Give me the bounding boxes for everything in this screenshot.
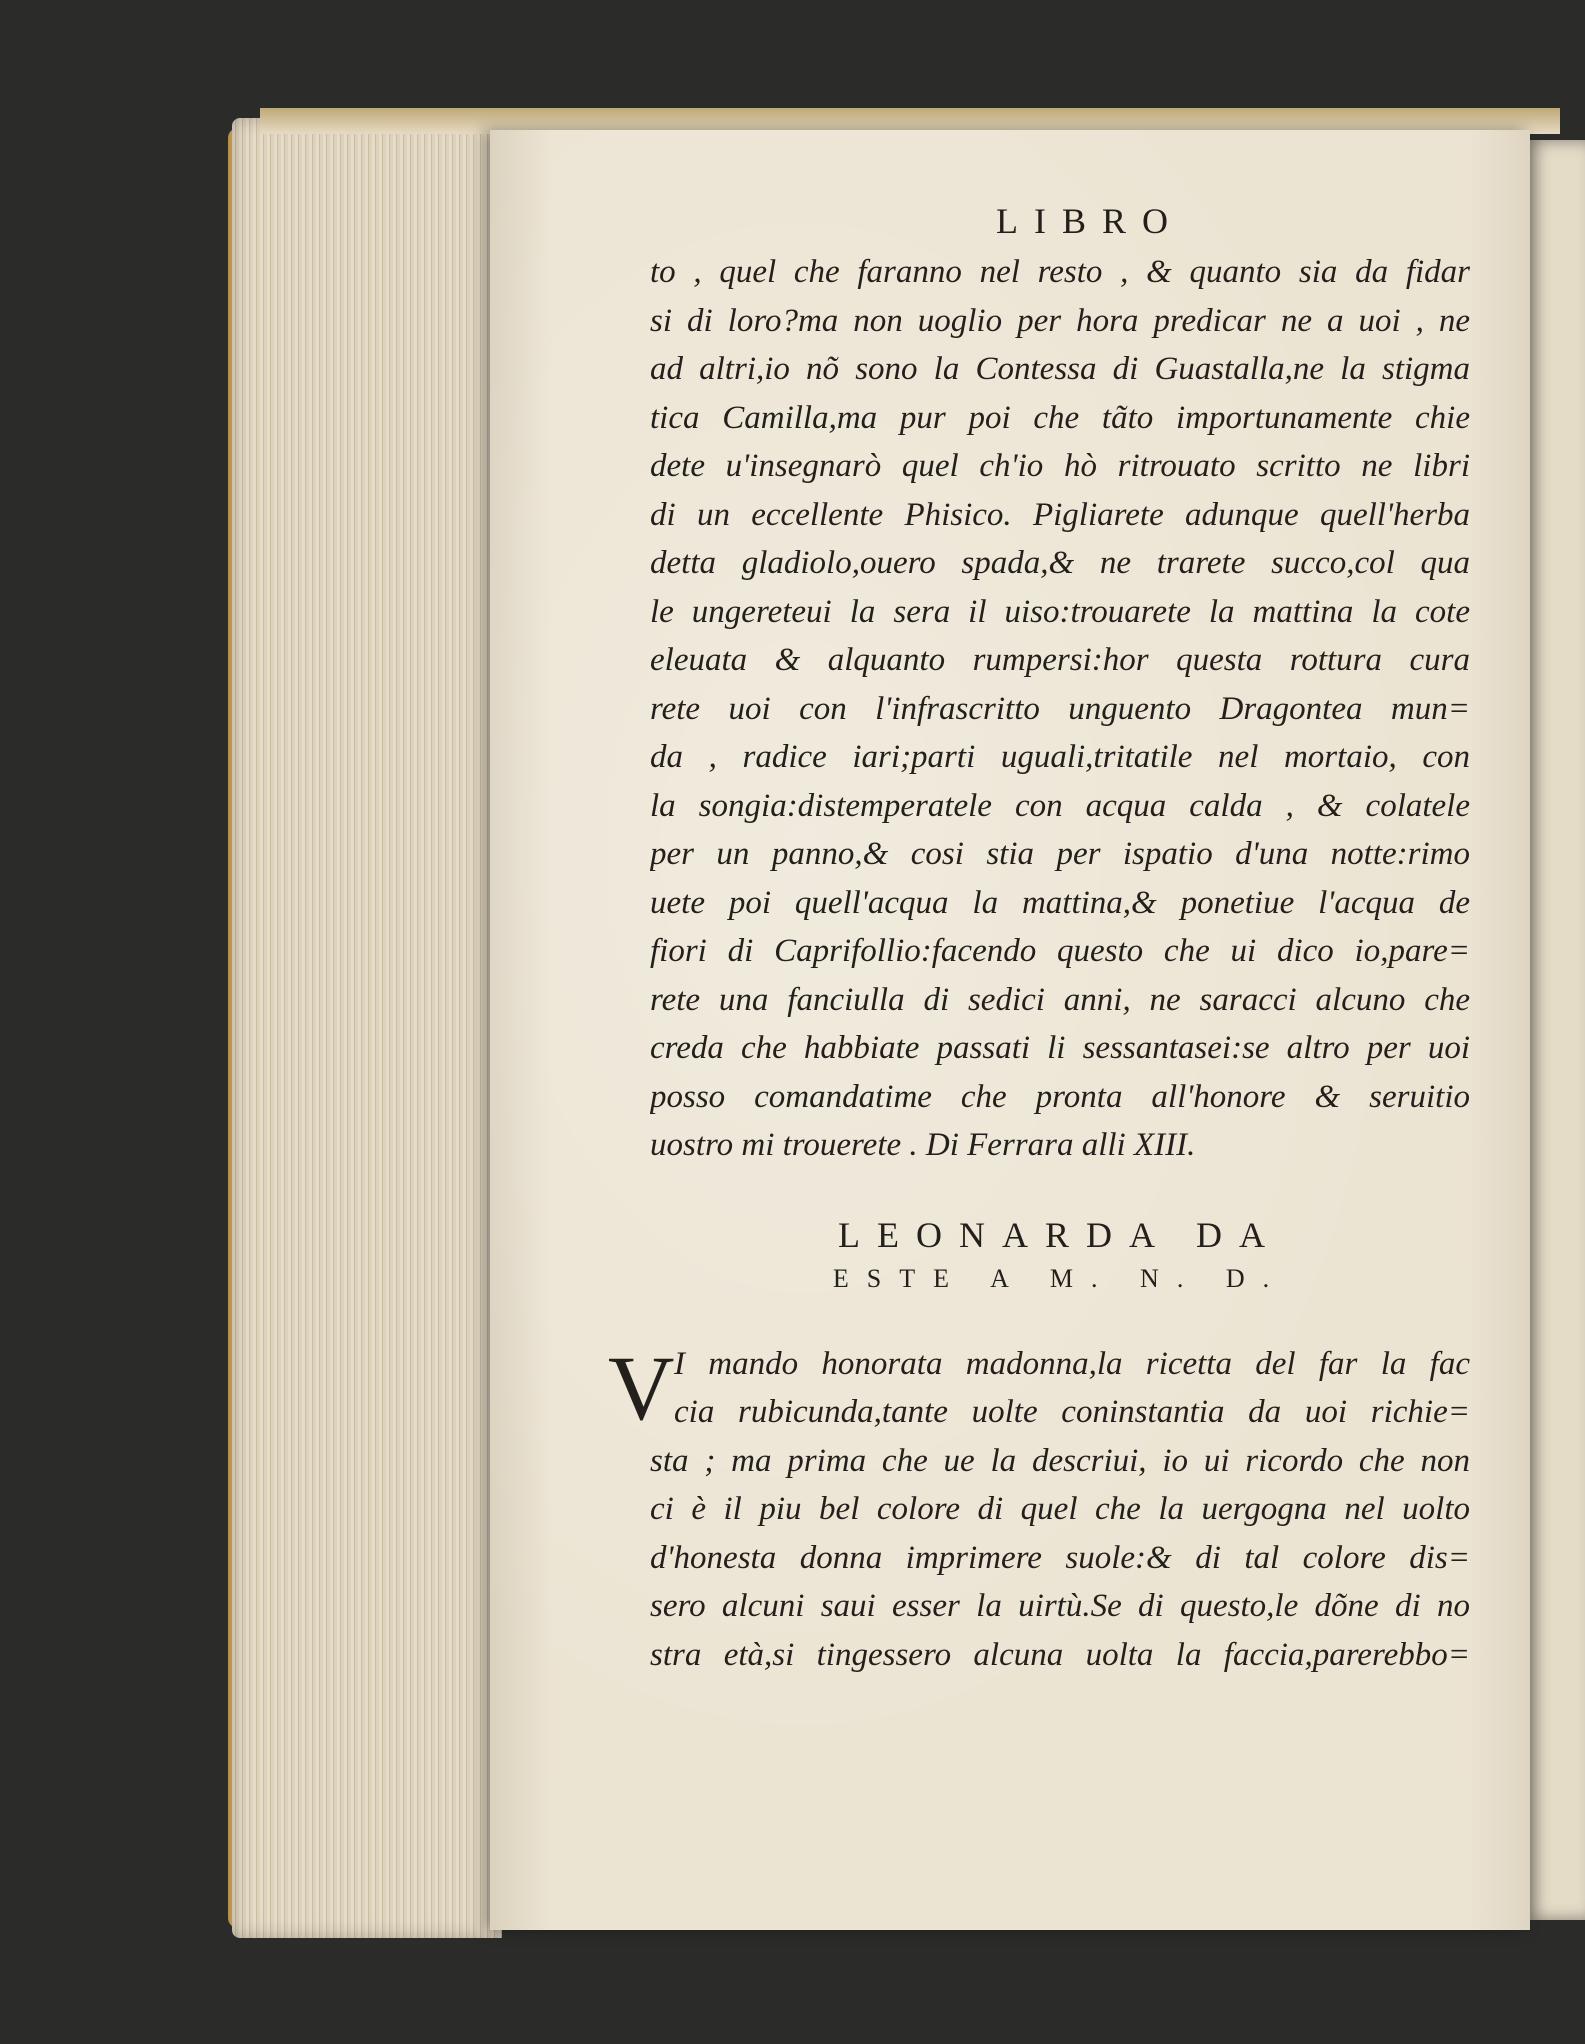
letter-heading: LEONARDA DA <box>838 1214 1282 1255</box>
text-line: ad altri,io nõ sono la Contessa di Guastalla,ne la stigma <box>650 351 1470 387</box>
text-line: per un panno,& cosi stia per ispatio d'una notte:rimo <box>650 836 1470 872</box>
text-line: si di loro?ma non uoglio per hora predicar ne a uoi , ne <box>650 302 1470 339</box>
text-line: tica Camilla,ma pur poi che tãto importunamente chie <box>650 399 1470 436</box>
text-line: sero alcuni saui esser la uirtù.Se di questo,le dõne di no <box>650 1588 1470 1624</box>
text-line: dete u'insegnarò quel ch'io hò ritrouato scritto ne libri <box>650 448 1470 484</box>
text-line: ci è il piu bel colore di quel che la uergogna nel uolto <box>650 1491 1470 1527</box>
text-line: di un eccellente Phisico. Pigliarete adunque quell'herba <box>650 496 1470 533</box>
text-line: posso comandatime che pronta all'honore & seruitio <box>650 1078 1470 1115</box>
text-line: le ungereteui la sera il uiso:trouarete la mattina la cote <box>650 593 1470 630</box>
text-line: sta ; ma prima che ue la descriui, io ui ricordo che non <box>650 1442 1470 1479</box>
letter-1 <box>650 248 1470 1170</box>
letter-subheading: ESTE A M. N. D. <box>832 1263 1288 1293</box>
page-edges <box>232 118 502 1938</box>
text-line: rete una fanciulla di sedici anni, ne saracci alcuno che <box>650 981 1470 1018</box>
text-line: eleuata & alquanto rumpersi:hor questa rottura cura <box>650 642 1470 678</box>
drop-cap: V <box>608 1336 675 1439</box>
text-line: uostro mi trouerete . Di Ferrara alli XIII. <box>650 1127 1196 1163</box>
text-line: uete poi quell'acqua la mattina,& ponetiue l'acqua de <box>650 884 1470 921</box>
text-line: I mando honorata madonna,la ricetta del far la fac <box>674 1345 1470 1382</box>
letter-2 <box>608 1336 1470 1680</box>
running-head: LIBRO <box>996 201 1184 241</box>
text-line: cia rubicunda,tante uolte coninstantia da uoi richie= <box>674 1394 1470 1430</box>
text-line: fiori di Caprifollio:facendo questo che ui dico io,pare= <box>650 933 1470 969</box>
text-line: d'honesta donna imprimere suole:& di tal colore dis= <box>650 1539 1470 1576</box>
text-line: to , quel che faranno nel resto , & quanto sia da fidar <box>650 254 1470 290</box>
text-line: detta gladiolo,ouero spada,& ne trarete succo,col qua <box>650 545 1470 581</box>
text-line: rete uoi con l'infrascritto unguento Dragontea mun= <box>650 690 1470 727</box>
facing-page-edge <box>1525 140 1585 1920</box>
page-text <box>608 200 1470 1679</box>
text-line: la songia:distemperatele con acqua calda , & colatele <box>650 787 1470 824</box>
text-line: creda che habbiate passati li sessantasei:se altro per uoi <box>650 1030 1470 1066</box>
text-line: stra età,si tingessero alcuna uolta la faccia,parerebbo= <box>650 1636 1470 1673</box>
text-line: da , radice iari;parti uguali,tritatile nel mortaio, con <box>650 739 1470 775</box>
